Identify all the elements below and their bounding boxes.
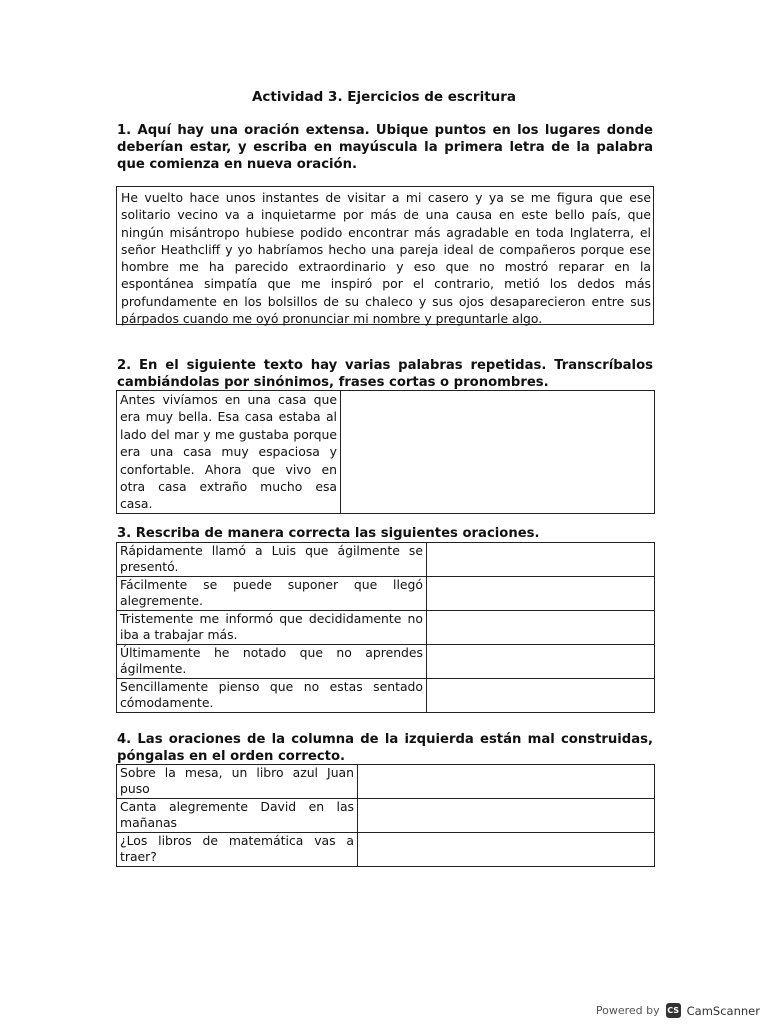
table-row (117, 611, 655, 645)
section4-sentence-cell: Sobre la mesa, un libro azul Juan puso (117, 765, 358, 799)
table-row (117, 391, 655, 514)
section3-sentence-cell: Rápidamente llamó a Luis que ágilmente se presentó. (117, 543, 427, 577)
table-row (117, 765, 655, 799)
powered-by-label: Powered by (595, 1004, 660, 1017)
section4-table (116, 764, 655, 867)
section4-answer-cell[interactable] (358, 799, 655, 833)
section1-heading: 1. Aquí hay una oración extensa. Ubique puntos en los lugares donde deberían estar, y escriba en mayúscula la primera letra de la palabra que comienza en nueva oración. (117, 123, 653, 172)
section4-sentence-cell: ¿Los libros de matemática vas a traer? (117, 833, 358, 867)
section2-text-cell: Antes vivíamos en una casa que era muy bella. Esa casa estaba al lado del mar y me gustaba porque era una casa muy espaciosa y confortable. Ahora que vivo en otra casa extraño mucho esa casa. (117, 391, 341, 514)
table-row (117, 833, 655, 867)
section3-answer-cell[interactable] (427, 645, 655, 679)
page-title: Actividad 3. Ejercicios de escritura (251, 89, 517, 105)
table-row (117, 799, 655, 833)
section3-answer-cell[interactable] (427, 543, 655, 577)
section2-table (116, 390, 655, 514)
section3-answer-cell[interactable] (427, 577, 655, 611)
camscanner-watermark (596, 1003, 760, 1018)
section4-answer-cell[interactable] (358, 765, 655, 799)
section3-sentence-cell: Fácilmente se puede suponer que llegó alegremente. (117, 577, 427, 611)
section3-table (116, 542, 655, 713)
section3-sentence-cell: Sencillamente pienso que no estas sentado cómodamente. (117, 679, 427, 713)
table-row (117, 679, 655, 713)
table-row (117, 645, 655, 679)
section2-heading: 2. En el siguiente texto hay varias palabras repetidas. Transcríbalos cambiándolas por sinónimos, frases cortas o pronombres. (117, 358, 653, 390)
section3-heading: 3. Rescriba de manera correcta las siguientes oraciones. (117, 526, 540, 541)
section1-paragraph: He vuelto hace unos instantes de visitar a mi casero y ya se me figura que ese solitario vecino va a inquietarme por más de una causa en este bello país, que ningún misántropo hubiese podido encontrar más agradable en toda Inglaterra, el señor Heathcliff y yo habríamos hecho una pareja ideal de compañeros porque ese hombre me ha parecido extraordinario y eso que no mostró reparar en la espontánea simpatía que me inspiró por el contrario, metió los dedos más profundamente en los bolsillos de su chaleco y sus ojos desaparecieron entre sus párpados cuando me oyó pronunciar mi nombre y preguntarle algo. (121, 190, 651, 327)
camscanner-logo-icon: CS (666, 1003, 681, 1018)
section2-answer-cell[interactable] (341, 391, 655, 514)
table-row (117, 577, 655, 611)
section3-sentence-cell: Tristemente me informó que decididamente no iba a trabajar más. (117, 611, 427, 645)
section4-sentence-cell: Canta alegremente David en las mañanas (117, 799, 358, 833)
camscanner-brand: CamScanner (686, 1003, 760, 1018)
table-row (117, 543, 655, 577)
section4-answer-cell[interactable] (358, 833, 655, 867)
section4-heading: 4. Las oraciones de la columna de la izquierda están mal construidas, póngalas en el orden correcto. (117, 732, 653, 764)
section3-answer-cell[interactable] (427, 679, 655, 713)
section3-answer-cell[interactable] (427, 611, 655, 645)
section3-sentence-cell: Últimamente he notado que no aprendes ágilmente. (117, 645, 427, 679)
